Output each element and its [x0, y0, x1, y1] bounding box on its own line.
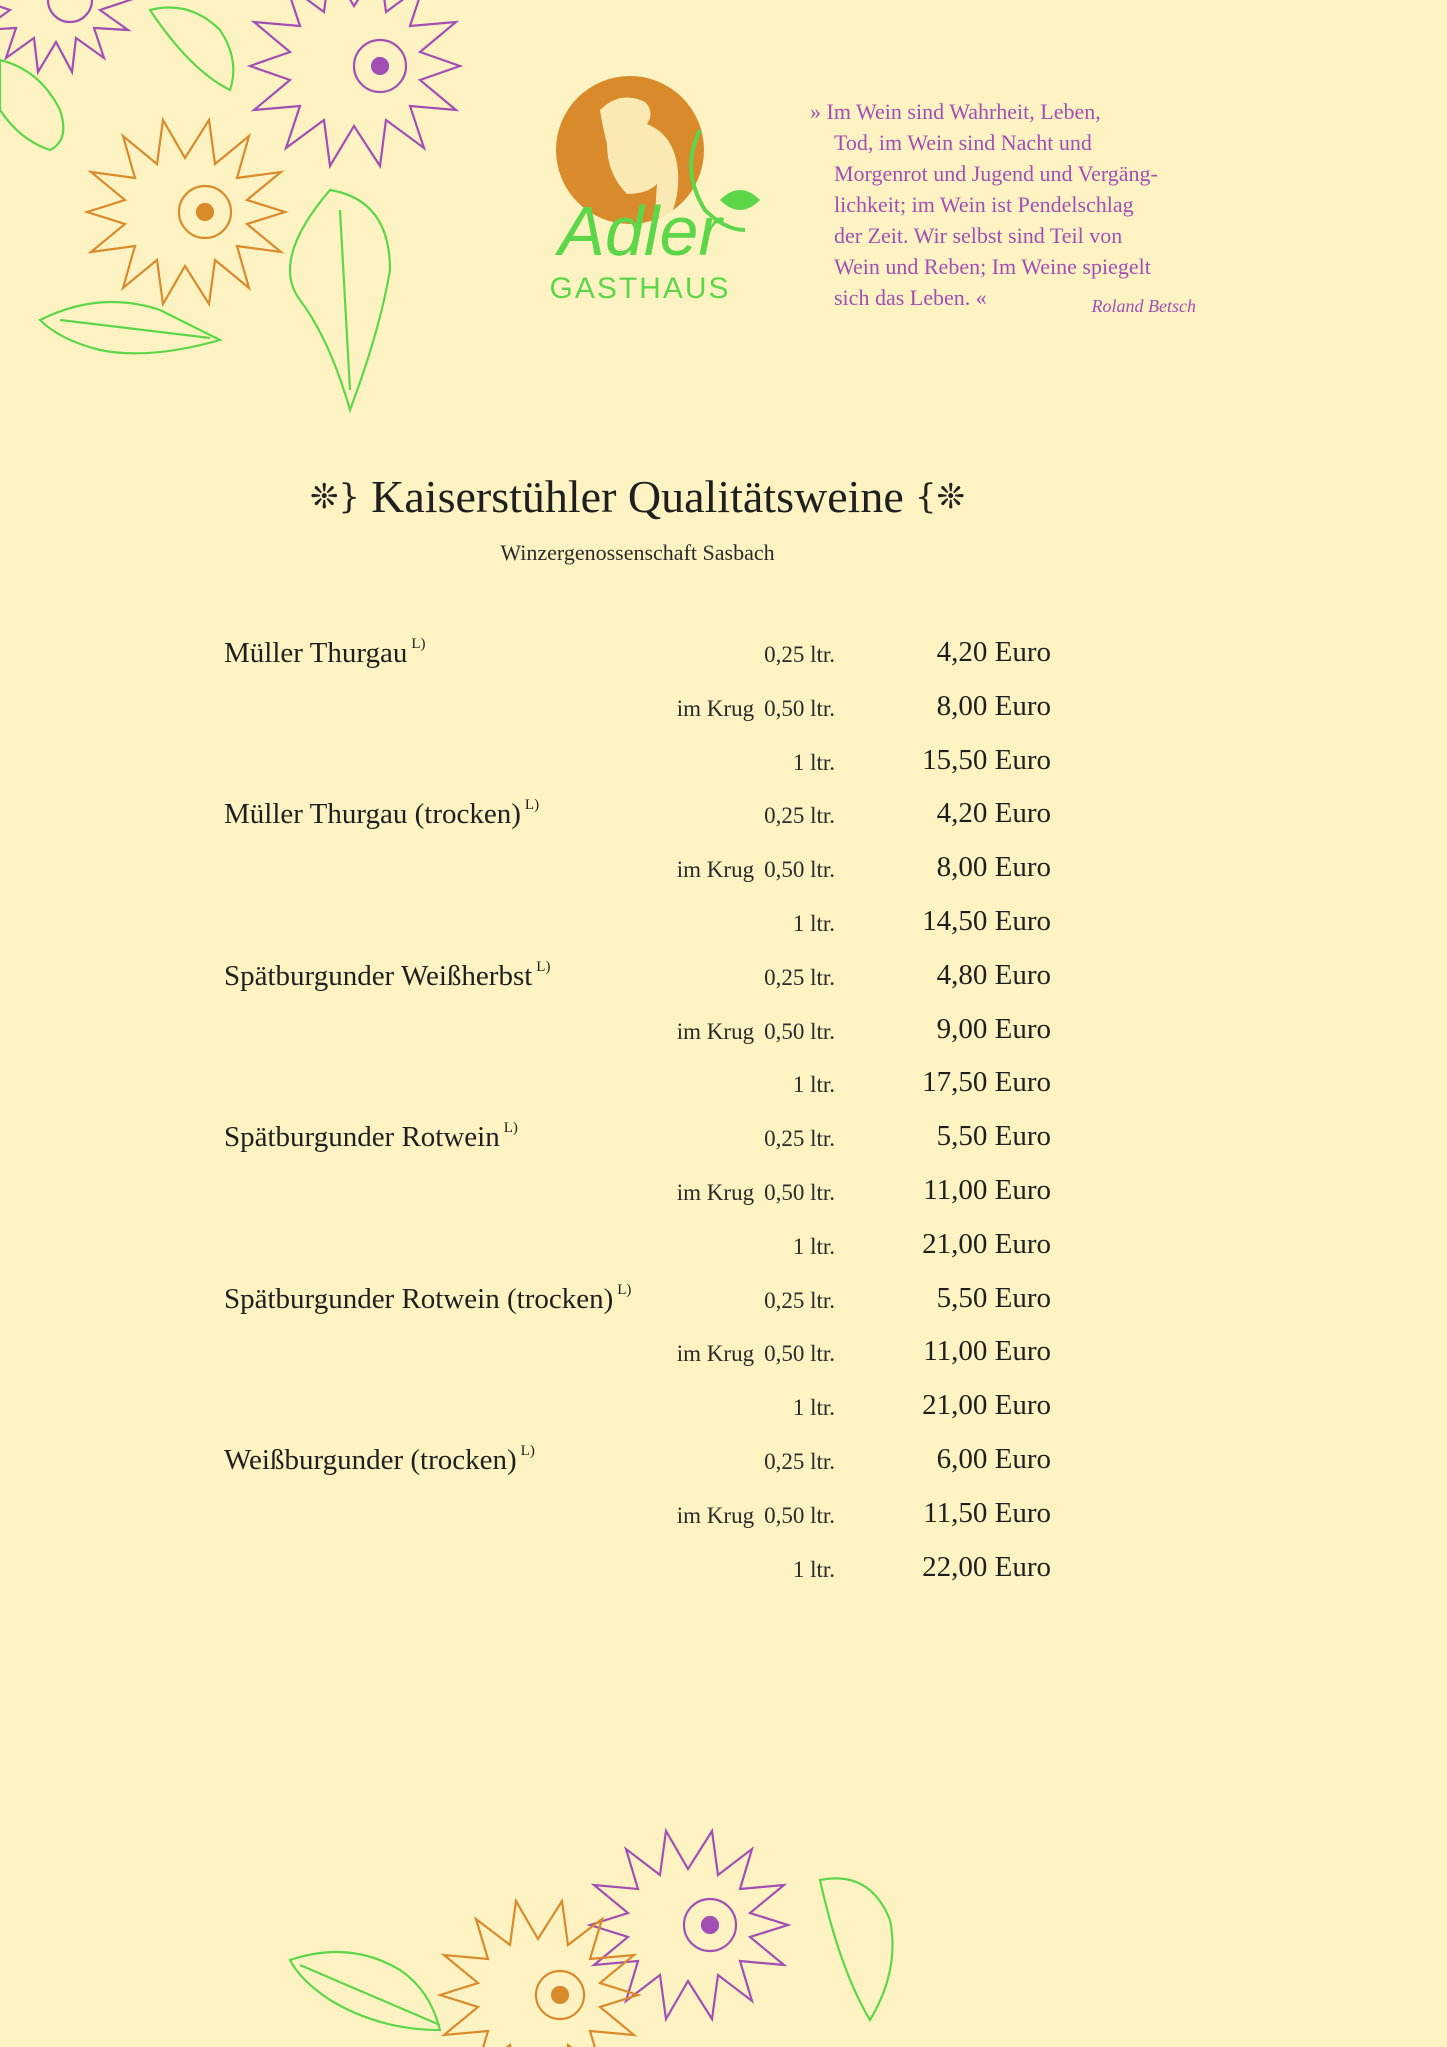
volume-value: 0,25 ltr. — [764, 964, 835, 990]
quote-line: » Im Wein sind Wahrheit, Leben, — [810, 99, 1101, 124]
volume-value: 1 ltr. — [792, 749, 835, 775]
wine-price-row — [0, 738, 1447, 792]
serving-label: im Krug — [676, 1502, 755, 1528]
wine-price-row — [0, 684, 1447, 738]
wine-price-row — [0, 899, 1447, 953]
wine-name-text: Spätburgunder Weißherbst — [224, 959, 533, 992]
volume-value: 0,25 ltr. — [764, 1287, 835, 1313]
wine-price: 14,50 Euro — [922, 904, 1051, 937]
wine-price: 11,00 Euro — [923, 1335, 1051, 1368]
wine-volume — [783, 1557, 835, 1583]
serving-label: im Krug — [676, 1018, 755, 1044]
serving-label: im Krug — [676, 857, 755, 883]
wine-volume — [754, 965, 835, 991]
allergen-note: L) — [536, 958, 551, 975]
wine-price: 11,00 Euro — [923, 1173, 1051, 1206]
volume-value: 1 ltr. — [792, 1395, 835, 1421]
wine-price: 6,00 Euro — [936, 1442, 1051, 1475]
allergen-note: L) — [524, 797, 540, 814]
wine-price: 4,20 Euro — [936, 636, 1051, 668]
wine-price-row — [0, 1060, 1447, 1114]
flower-decoration-top — [0, 0, 540, 420]
wine-price-row — [0, 953, 1447, 1007]
serving-label: im Krug — [676, 1179, 755, 1205]
wine-price: 17,50 Euro — [922, 1066, 1051, 1099]
wine-name-text: Müller Thurgau (trocken) — [224, 798, 521, 831]
logo-name: Adler — [558, 192, 722, 270]
wine-price: 21,00 Euro — [922, 1227, 1051, 1260]
wine-volume — [783, 1234, 835, 1260]
wine-price-row — [0, 791, 1447, 845]
wine-price: 5,50 Euro — [936, 1120, 1051, 1153]
volume-value: 0,50 ltr. — [764, 695, 835, 721]
wine-volume — [677, 1341, 835, 1367]
wine-name — [224, 959, 550, 993]
wine-price-row — [0, 1222, 1447, 1276]
quote-block — [810, 96, 1230, 313]
volume-value: 0,50 ltr. — [764, 1018, 835, 1044]
wine-price: 15,50 Euro — [922, 743, 1051, 776]
title-row — [0, 470, 1275, 523]
serving-label: im Krug — [676, 1341, 755, 1367]
title-ornament-left-icon: ❊} — [309, 477, 361, 517]
wine-volume — [783, 750, 835, 776]
volume-value: 0,50 ltr. — [764, 1502, 835, 1528]
volume-value: 1 ltr. — [792, 1072, 835, 1098]
volume-value: 1 ltr. — [792, 1233, 835, 1259]
allergen-note: L) — [503, 1120, 518, 1137]
volume-value: 0,50 ltr. — [764, 1341, 835, 1367]
wine-price-row — [0, 630, 1447, 684]
wine-volume — [783, 911, 835, 937]
wine-price-row — [0, 1383, 1447, 1437]
quote-line: sich das Leben. « — [834, 285, 987, 310]
volume-value: 1 ltr. — [792, 1556, 835, 1582]
wine-volume — [783, 1072, 835, 1098]
wine-volume — [677, 1180, 835, 1206]
quote-author: Roland Betsch — [1091, 296, 1196, 316]
volume-value: 0,25 ltr. — [764, 642, 835, 667]
wine-volume — [677, 857, 835, 883]
wine-name — [224, 1282, 631, 1316]
wine-price: 21,00 Euro — [922, 1389, 1051, 1422]
quote-line: Tod, im Wein sind Nacht und — [834, 130, 1092, 155]
quote-line: Morgenrot und Jugend und Vergäng- — [834, 161, 1158, 186]
wine-price: 5,50 Euro — [936, 1281, 1051, 1314]
allergen-note: L) — [617, 1281, 632, 1298]
wine-price: 22,00 Euro — [922, 1550, 1051, 1583]
volume-value: 1 ltr. — [792, 910, 835, 936]
quote-line: der Zeit. Wir selbst sind Teil von — [834, 223, 1123, 248]
wine-price: 9,00 Euro — [936, 1012, 1051, 1045]
wine-price-row — [0, 1437, 1447, 1491]
wine-price-row — [0, 1545, 1447, 1599]
wine-price: 8,00 Euro — [936, 689, 1051, 722]
volume-value: 0,50 ltr. — [764, 1179, 835, 1205]
volume-value: 0,25 ltr. — [764, 1448, 835, 1474]
wine-volume — [754, 1126, 835, 1152]
wine-volume — [677, 1503, 835, 1529]
wine-volume — [677, 1019, 835, 1045]
quote-line: lichkeit; im Wein ist Pendelschlag — [834, 192, 1134, 217]
wine-price: 11,50 Euro — [923, 1496, 1051, 1529]
wine-volume — [677, 696, 835, 722]
wine-volume — [754, 1288, 835, 1314]
wine-name — [224, 636, 426, 670]
wine-price-row — [0, 1168, 1447, 1222]
serving-label: im Krug — [676, 695, 755, 721]
wine-price-row — [0, 1276, 1447, 1330]
page-title: Kaiserstühler Qualitätsweine — [371, 471, 904, 522]
volume-value: 0,25 ltr. — [764, 1126, 835, 1152]
title-ornament-right-icon: {❊ — [914, 477, 966, 517]
wine-price-row — [0, 1329, 1447, 1383]
wine-name — [224, 1120, 518, 1154]
wine-volume — [754, 1449, 835, 1475]
volume-value: 0,25 ltr. — [764, 803, 835, 829]
wine-price: 8,00 Euro — [936, 851, 1051, 884]
wine-name-text: Spätburgunder Rotwein (trocken) — [224, 1282, 614, 1315]
volume-value: 0,50 ltr. — [764, 857, 835, 883]
wine-name-text: Weißburgunder (trocken) — [224, 1443, 517, 1476]
flower-decoration-bottom — [280, 1800, 900, 2047]
wine-volume — [754, 642, 835, 668]
wine-name — [224, 797, 539, 831]
wine-price: 4,20 Euro — [936, 797, 1051, 830]
wine-list — [0, 630, 1447, 1598]
allergen-note: L) — [411, 636, 426, 652]
logo-subtitle: GASTHAUS — [549, 272, 731, 305]
wine-volume — [783, 1395, 835, 1421]
wine-name — [224, 1443, 535, 1477]
quote-line: Wein und Reben; Im Weine spiegelt — [834, 254, 1151, 279]
wine-price-row — [0, 845, 1447, 899]
allergen-note: L) — [520, 1442, 535, 1459]
wine-name-text: Spätburgunder Rotwein — [224, 1121, 500, 1154]
wine-price-row — [0, 1007, 1447, 1061]
wine-volume — [754, 803, 835, 829]
wine-price: 4,80 Euro — [936, 958, 1051, 991]
wine-price-row — [0, 1114, 1447, 1168]
page-subtitle: Winzergenossenschaft Sasbach — [500, 540, 775, 565]
wine-price-row — [0, 1491, 1447, 1545]
wine-name-text: Müller Thurgau — [224, 637, 408, 669]
